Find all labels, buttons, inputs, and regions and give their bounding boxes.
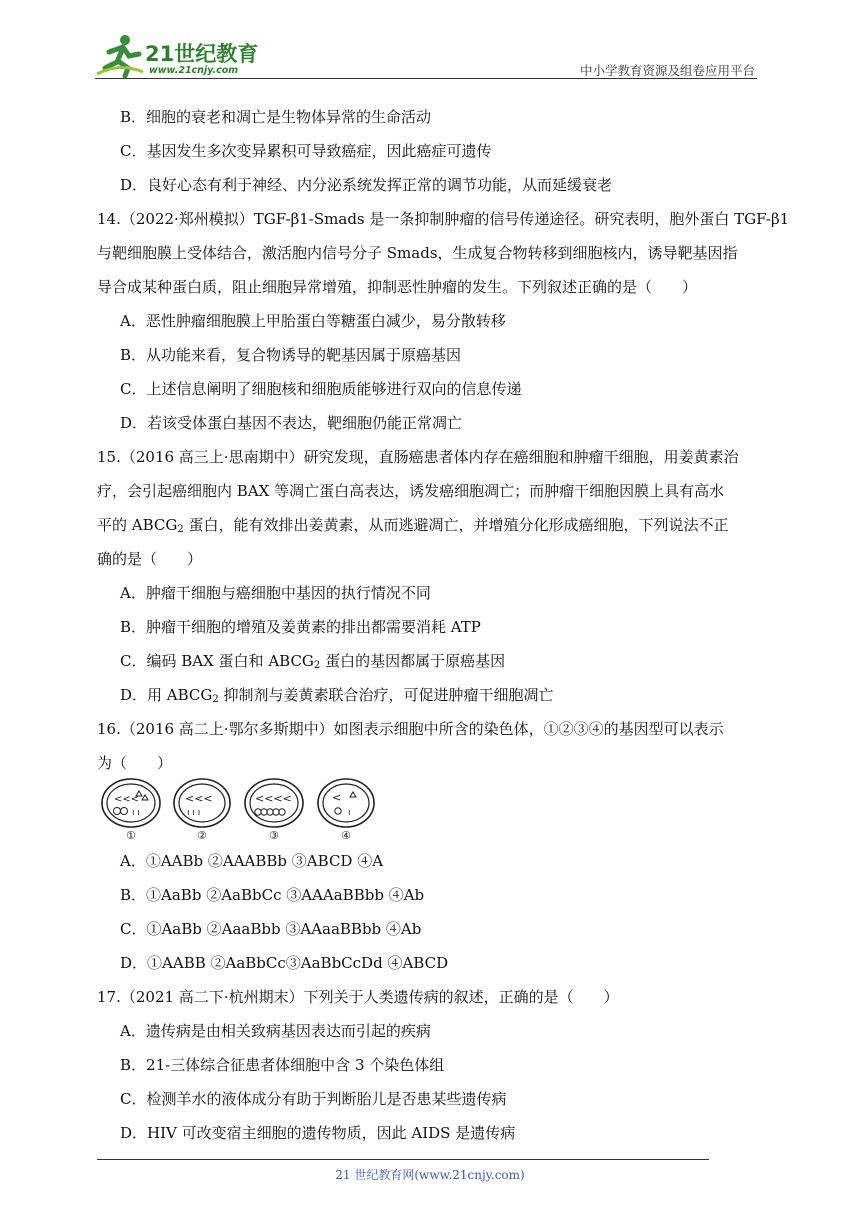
option-16-b: B．①AaBb ②AaBbCc ③AAAaBBbb ④Ab <box>120 886 425 904</box>
option-15-d: D．用 $ABCG_2$ 抑制剂与姜黄素联合治疗，可促进肿瘤干细胞凋亡 <box>120 686 554 705</box>
option-14-a: A．恶性肿瘤细胞膜上甲胎蛋白等糖蛋白减少，易分散转移 <box>120 312 506 330</box>
cell-2 <box>174 779 230 842</box>
cell-3 <box>245 779 303 842</box>
cell-label-1: ① <box>126 829 136 842</box>
page-header <box>95 32 755 82</box>
option-16-c: C．①AaBb ②AaaBbb ③AAaaBBbb ④Ab <box>120 920 422 938</box>
question-15-line-4: 确的是（ ） <box>97 550 203 568</box>
option-14-d: D．若该受体蛋白基因不表达，靶细胞仍能正常凋亡 <box>120 414 463 432</box>
option-17-a: A．遗传病是由相关致病基因表达而引起的疾病 <box>120 1022 431 1040</box>
question-16-line-1: 16.（2016 高二上·鄂尔多斯期中）如图表示细胞中所含的染色体，①②③④的基因型可以表示 <box>97 720 724 738</box>
option-13-b: B．细胞的衰老和凋亡是生物体异常的生命活动 <box>120 108 432 126</box>
svg-text:ı ı ı: ı ı ı <box>187 808 201 818</box>
option-14-b: B．从功能来看，复合物诱导的靶基因属于原癌基因 <box>120 346 462 364</box>
option-15-c: C．编码 BAX 蛋白和 $ABCG_2$ 蛋白的基因都属于原癌基因 <box>120 652 506 671</box>
header-divider <box>95 78 757 79</box>
option-17-b: B．21-三体综合征患者体细胞中含 3 个染色体组 <box>120 1056 445 1074</box>
question-15-line-1: 15.（2016 高三上·思南期中）研究发现，直肠癌患者体内存在癌细胞和肿瘤干细胞，用姜黄素治 <box>97 448 739 466</box>
runner-logo-icon <box>95 32 145 78</box>
svg-text:<: < <box>332 791 342 804</box>
question-15-line-2: 疗，会引起癌细胞内 BAX 等凋亡蛋白高表达，诱发癌细胞凋亡；而肿瘤干细胞因膜上具有高水 <box>97 482 725 500</box>
option-14-c: C．上述信息阐明了细胞核和细胞质能够进行双向的信息传递 <box>120 380 522 398</box>
question-15-line-3: 平的 $ABCG_2$ 蛋白，能有效排出姜黄素，从而逃避凋亡，并增殖分化形成癌细胞，下列说法不正 <box>97 516 729 535</box>
option-16-a: A．①AABb ②AAABBb ③ABCD ④A <box>120 852 384 870</box>
option-13-d: D．良好心态有利于神经、内分泌系统发挥正常的调节功能，从而延缓衰老 <box>120 176 613 194</box>
cell-label-2: ② <box>197 829 207 842</box>
option-17-c: C．检测羊水的液体成分有助于判断胎儿是否患某些遗传病 <box>120 1090 507 1108</box>
svg-text:<<<: <<< <box>185 792 213 805</box>
svg-text:ı ı: ı ı <box>132 808 140 818</box>
chromosome-cells-diagram <box>100 776 390 842</box>
option-16-d: D．①AABB ②AaBbCc③AaBbCcDd ④ABCD <box>120 954 449 972</box>
cell-1 <box>102 779 160 842</box>
cell-label-3: ③ <box>269 829 279 842</box>
logo-text: 21世纪教育 <box>145 42 259 66</box>
question-17: 17.（2021 高二下·杭州期末）下列关于人类遗传病的叙述，正确的是（ ） <box>97 988 619 1006</box>
footer-text: 21 世纪教育网(www.21cnjy.com) <box>335 1168 525 1182</box>
option-15-a: A．肿瘤干细胞与癌细胞中基因的执行情况不同 <box>120 584 431 602</box>
question-14-line-2: 与靶细胞膜上受体结合，激活胞内信号分子 Smads，生成复合物转移到细胞核内，诱导靶基因指 <box>97 244 738 262</box>
chromosome-figure <box>100 776 390 846</box>
logo <box>95 32 265 80</box>
svg-text:ı: ı <box>348 808 351 818</box>
header-platform-text: 中小学教育资源及组卷应用平台 <box>579 63 755 78</box>
footer-divider <box>97 1159 709 1160</box>
question-14-line-1: 14.（2022·郑州模拟）TGF-β1-Smads 是一条抑制肿瘤的信号传递途径。研究表明，胞外蛋白 TGF-β1 <box>97 210 790 228</box>
option-17-d: D．HIV 可改变宿主细胞的遗传物质，因此 AIDS 是遗传病 <box>120 1124 516 1142</box>
question-14-line-3: 导合成某种蛋白质，阻止细胞异常增殖，抑制恶性肿瘤的发生。下列叙述正确的是（ ） <box>97 278 698 296</box>
question-16-line-2: 为（ ） <box>97 754 173 772</box>
cell-4 <box>318 779 374 842</box>
logo-url: www.21cnjy.com <box>149 65 239 76</box>
option-15-b: B．肿瘤干细胞的增殖及姜黄素的排出都需要消耗 ATP <box>120 618 481 636</box>
svg-text:<<<: <<< <box>114 794 140 805</box>
cell-label-4: ④ <box>341 829 351 842</box>
svg-text:<<<<: <<<< <box>255 792 292 805</box>
option-13-c: C．基因发生多次变异累积可导致癌症，因此癌症可遗传 <box>120 142 492 160</box>
